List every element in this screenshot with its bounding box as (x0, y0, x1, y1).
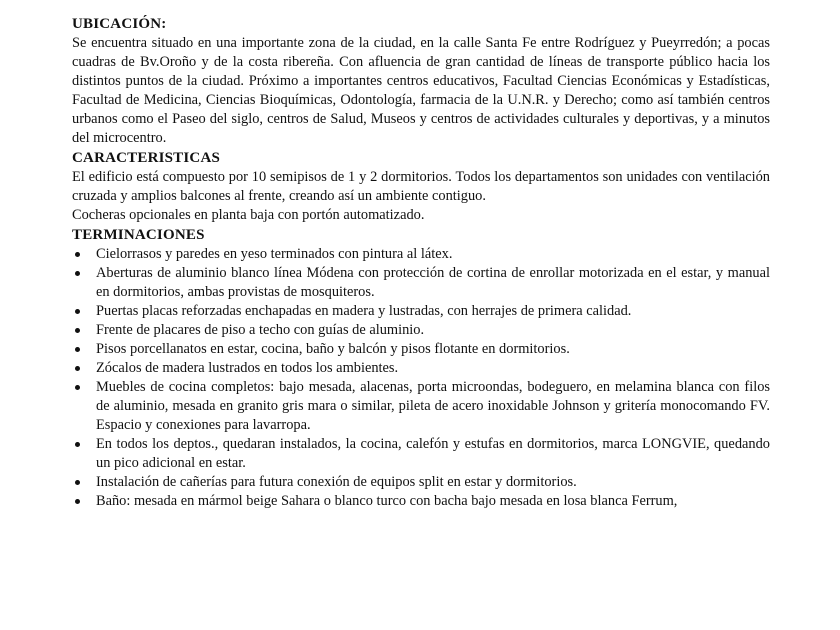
bullet-icon (75, 442, 80, 447)
bullet-icon (75, 347, 80, 352)
caracteristicas-paragraph-1: El edificio está compuesto por 10 semipisos de 1 y 2 dormitorios. Todos los departamentos son unidades con ventilación cruzada y amplios balcones al frente, creando así un ambiente contiguo. (72, 169, 770, 204)
bullet-icon (75, 328, 80, 333)
caracteristicas-paragraph-2: Cocheras opcionales en planta baja con portón automatizado. (72, 207, 425, 223)
ubicacion-heading: UBICACIÓN: (72, 16, 167, 32)
list-item-text: En todos los deptos., quedaran instalados, la cocina, calefón y estufas en dormitorios, marca LONGVIE, quedando un pico adicional en estar. (96, 436, 770, 471)
list-item (72, 378, 770, 435)
list-item (72, 359, 770, 378)
bullet-icon (75, 252, 80, 257)
list-item-text: Cielorrasos y paredes en yeso terminados con pintura al látex. (96, 246, 453, 262)
caracteristicas-heading: CARACTERISTICAS (72, 150, 221, 166)
list-item (72, 473, 770, 492)
list-item (72, 245, 770, 264)
list-item-text: Puertas placas reforzadas enchapadas en madera y lustradas, con herrajes de primera calidad. (96, 303, 632, 319)
list-item-text: Zócalos de madera lustrados en todos los ambientes. (96, 360, 399, 376)
list-item-text: Pisos porcellanatos en estar, cocina, baño y balcón y pisos flotante en dormitorios. (96, 341, 570, 357)
terminaciones-heading: TERMINACIONES (72, 227, 205, 243)
list-item (72, 321, 770, 340)
ubicacion-paragraph: Se encuentra situado en una importante zona de la ciudad, en la calle Santa Fe entre Rodríguez y Pueyrredón; a pocas cuadras de Bv.Oroño y de la costa ribereña. Con afluencia de gran cantidad de líneas de transporte público hacia los distintos puntos de la ciudad. Próximo a importantes centros educativos, Facultad Ciencias Económicas y Estadísticas, Facultad de Medicina, Ciencias Bioquímicas, Odontología, farmacia de la U.N.R. y Derecho; como así también centros urbanos como el Paseo del siglo, centros de Salud, Museos y centros de actividades culturales y deportivas, y a minutos del microcentro. (72, 35, 770, 146)
bullet-icon (75, 499, 80, 504)
list-item (72, 340, 770, 359)
list-item (72, 264, 770, 302)
bullet-icon (75, 309, 80, 314)
document-page (72, 14, 770, 511)
bullet-icon (75, 480, 80, 485)
list-item-text: Instalación de cañerías para futura conexión de equipos split en estar y dormitorios. (96, 474, 577, 490)
terminaciones-list (72, 245, 770, 511)
list-item (72, 492, 770, 511)
list-item-text: Baño: mesada en mármol beige Sahara o blanco turco con bacha bajo mesada en losa blanca Ferrum, (96, 493, 678, 509)
list-item (72, 302, 770, 321)
list-item-text: Frente de placares de piso a techo con guías de aluminio. (96, 322, 425, 338)
list-item-text: Muebles de cocina completos: bajo mesada, alacenas, porta microondas, bodeguero, en melamina blanca con filos de aluminio, mesada en granito gris mara o similar, pileta de acero inoxidable Johnson y gritería monocomando FV. Espacio y conexiones para lavarropa. (96, 379, 770, 433)
bullet-icon (75, 271, 80, 276)
list-item-text: Aberturas de aluminio blanco línea Módena con protección de cortina de enrollar motorizada en el estar, y manual en dormitorios, ambas provistas de mosquiteros. (96, 265, 770, 300)
bullet-icon (75, 366, 80, 371)
bullet-icon (75, 385, 80, 390)
list-item (72, 435, 770, 473)
